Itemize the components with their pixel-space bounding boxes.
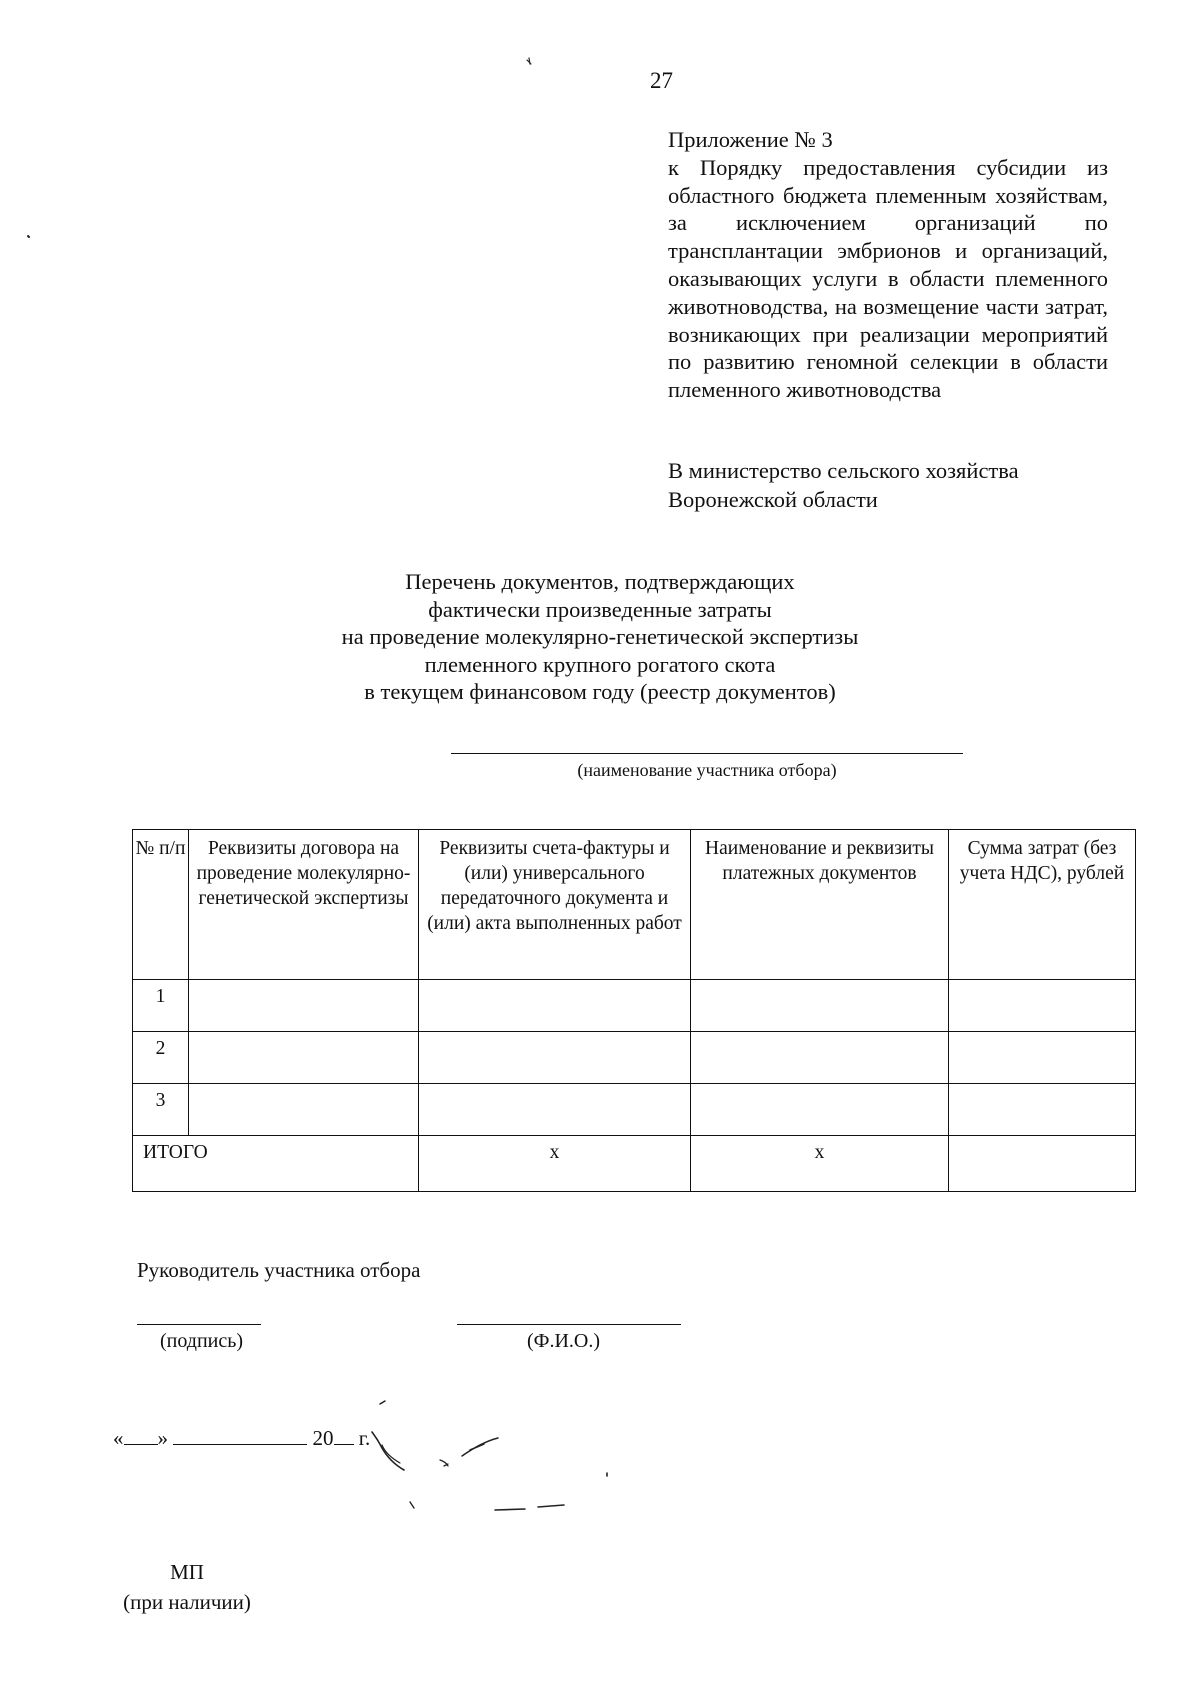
cell-contract[interactable] xyxy=(189,1032,419,1084)
signature-stroke-icon xyxy=(372,1432,404,1470)
date-year-prefix: 20 xyxy=(312,1426,334,1450)
header-payment: Наименование и реквизиты платежных документов xyxy=(691,830,949,980)
total-payment-mark: x xyxy=(691,1136,949,1192)
table-row xyxy=(133,1032,1136,1084)
header-contract: Реквизиты договора на проведение молекулярно-генетической экспертизы xyxy=(189,830,419,980)
seal-label: МП xyxy=(170,1560,204,1584)
table-row xyxy=(133,980,1136,1032)
cell-invoice[interactable] xyxy=(419,1032,691,1084)
header-amount: Сумма затрат (без учета НДС), рублей xyxy=(949,830,1136,980)
cell-payment[interactable] xyxy=(691,1084,949,1136)
table-total-row xyxy=(133,1136,1136,1192)
heading-line-2: фактически произведенные затраты xyxy=(428,596,772,622)
row-num: 3 xyxy=(133,1084,189,1136)
cell-amount[interactable] xyxy=(949,1084,1136,1136)
appendix-title: Приложение № 3 xyxy=(668,127,833,152)
cell-contract[interactable] xyxy=(189,980,419,1032)
heading-line-5: в текущем финансовом году (реестр документов) xyxy=(364,679,836,704)
header-invoice: Реквизиты счета-фактуры и (или) универсального передаточного документа и (или) акта выполненных работ xyxy=(419,830,691,980)
documents-registry-table xyxy=(132,829,1136,1192)
header-num: № п/п xyxy=(133,830,189,980)
table-header-row xyxy=(133,830,1136,980)
cell-amount[interactable] xyxy=(949,1032,1136,1084)
date-year-suffix: г. xyxy=(358,1426,371,1450)
scan-speck xyxy=(380,1401,385,1404)
date-day-blank[interactable] xyxy=(124,1426,158,1445)
signature-stroke-icon xyxy=(462,1438,498,1456)
date-line xyxy=(113,1426,370,1451)
date-month-blank[interactable] xyxy=(173,1426,307,1445)
total-label: ИТОГО xyxy=(133,1136,419,1192)
signature-stroke-icon xyxy=(410,1502,414,1508)
heading-line-1: Перечень документов, подтверждающих xyxy=(405,569,795,594)
recipient-line-1: В министерство сельского хозяйства xyxy=(668,458,1019,483)
signature-stroke-icon xyxy=(440,1460,448,1466)
signature-stroke-icon xyxy=(382,1445,400,1463)
date-open-quote: « xyxy=(113,1426,124,1450)
full-name-caption: (Ф.И.О.) xyxy=(527,1330,601,1352)
recipient-block xyxy=(668,456,1108,514)
table-row xyxy=(133,1084,1136,1136)
cell-contract[interactable] xyxy=(189,1084,419,1136)
page-number: 27 xyxy=(650,68,673,93)
head-signature-label: Руководитель участника отбора xyxy=(137,1258,421,1282)
seal-note: (при наличии) xyxy=(123,1590,251,1614)
scan-speck xyxy=(527,58,531,64)
total-amount-cell[interactable] xyxy=(949,1136,1136,1192)
row-num: 1 xyxy=(133,980,189,1032)
date-year-blank[interactable] xyxy=(334,1426,354,1445)
participant-caption: (наименование участника отбора) xyxy=(577,760,837,780)
cell-invoice[interactable] xyxy=(419,980,691,1032)
scan-speck xyxy=(28,236,29,237)
appendix-block xyxy=(668,126,1108,404)
appendix-body: к Порядку предоставления субсидии из областного бюджета племенным хозяйствам, за исключением организаций по трансплантации эмбрионов и организаций, оказывающих услуги в области племенного животноводства, на возмещение части затрат, возникающих при реализации мероприятий по развитию геномной селекции в области племенного животноводства xyxy=(668,154,1108,403)
signature-line[interactable] xyxy=(137,1324,261,1325)
signature-caption: (подпись) xyxy=(160,1330,244,1352)
heading-line-3: на проведение молекулярно-генетической экспертизы xyxy=(341,624,859,649)
cell-payment[interactable] xyxy=(691,980,949,1032)
cell-payment[interactable] xyxy=(691,1032,949,1084)
document-heading xyxy=(300,568,900,706)
row-num: 2 xyxy=(133,1032,189,1084)
seal-block xyxy=(117,1557,257,1617)
signature-stroke-icon xyxy=(495,1505,564,1510)
participant-name-line[interactable] xyxy=(451,753,963,754)
cell-amount[interactable] xyxy=(949,980,1136,1032)
cell-invoice[interactable] xyxy=(419,1084,691,1136)
recipient-line-2: Воронежской области xyxy=(668,487,878,512)
date-close-quote: » xyxy=(157,1426,168,1450)
heading-line-4: племенного крупного рогатого скота xyxy=(424,651,776,677)
total-invoice-mark: x xyxy=(419,1136,691,1192)
full-name-line[interactable] xyxy=(457,1324,681,1325)
